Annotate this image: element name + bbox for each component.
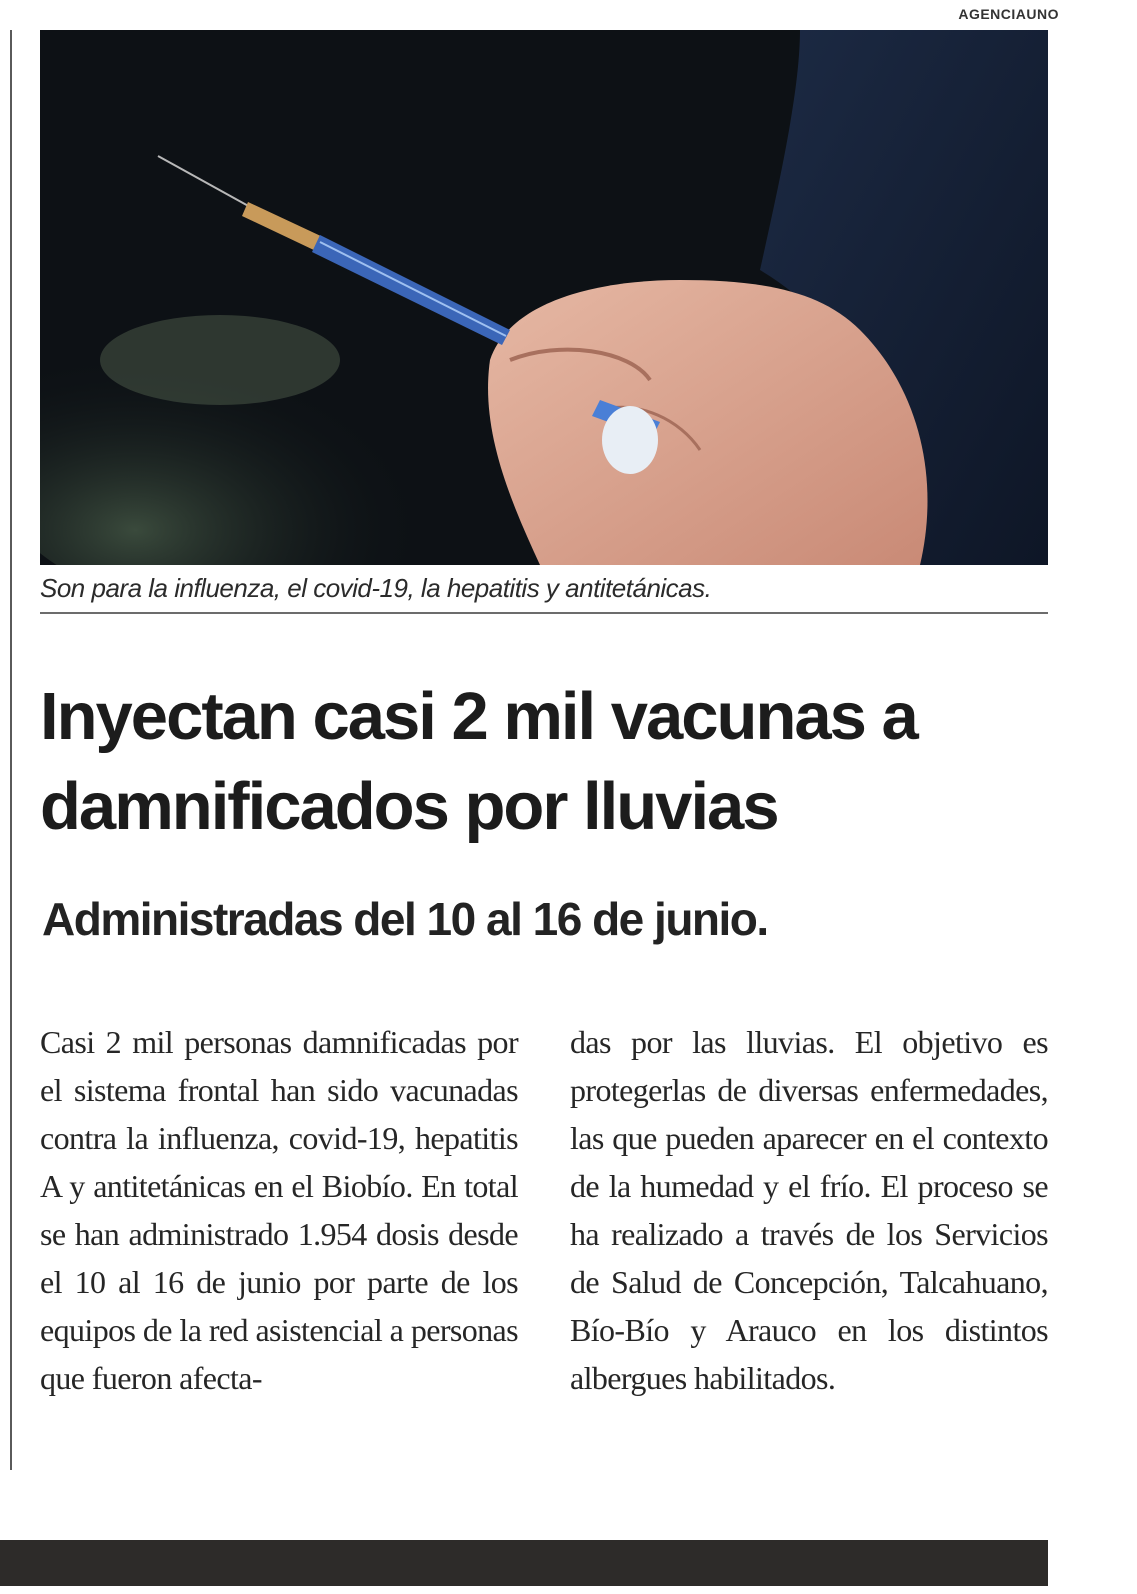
headline: Inyectan casi 2 mil vacunas a damnificados por lluvias <box>40 679 917 844</box>
photo-credit: AGENCIAUNO <box>958 6 1059 22</box>
photo-caption: Son para la influenza, el covid-19, la hepatitis y antitetánicas. <box>40 573 712 603</box>
body-column-1: Casi 2 mil personas damnificadas por el sistema frontal han sido vacunadas contra la influenza, covid-19, hepatitis A y antitetánicas en el Biobío. En total se han administrado 1.954 dosis desde el 10 al 16 de junio por parte de los equipos de la red asistencial a personas que fueron afecta- <box>40 1024 518 1396</box>
syringe-hand-illustration <box>40 30 1048 565</box>
subheadline: Administradas del 10 al 16 de junio. <box>42 893 768 945</box>
caption-divider <box>40 612 1048 614</box>
footer-bar <box>0 1540 1048 1586</box>
left-column-rule <box>10 30 12 1470</box>
article-photo <box>40 30 1048 565</box>
body-column-2: das por las lluvias. El objetivo es protegerlas de diversas enfermedades, las que pueden aparecer en el contexto de la humedad y el frío. El proceso se ha realizado a través de los Servicios de Salud de Concepción, Talcahuano, Bío-Bío y Arauco en los distintos albergues habilitados. <box>570 1024 1048 1396</box>
